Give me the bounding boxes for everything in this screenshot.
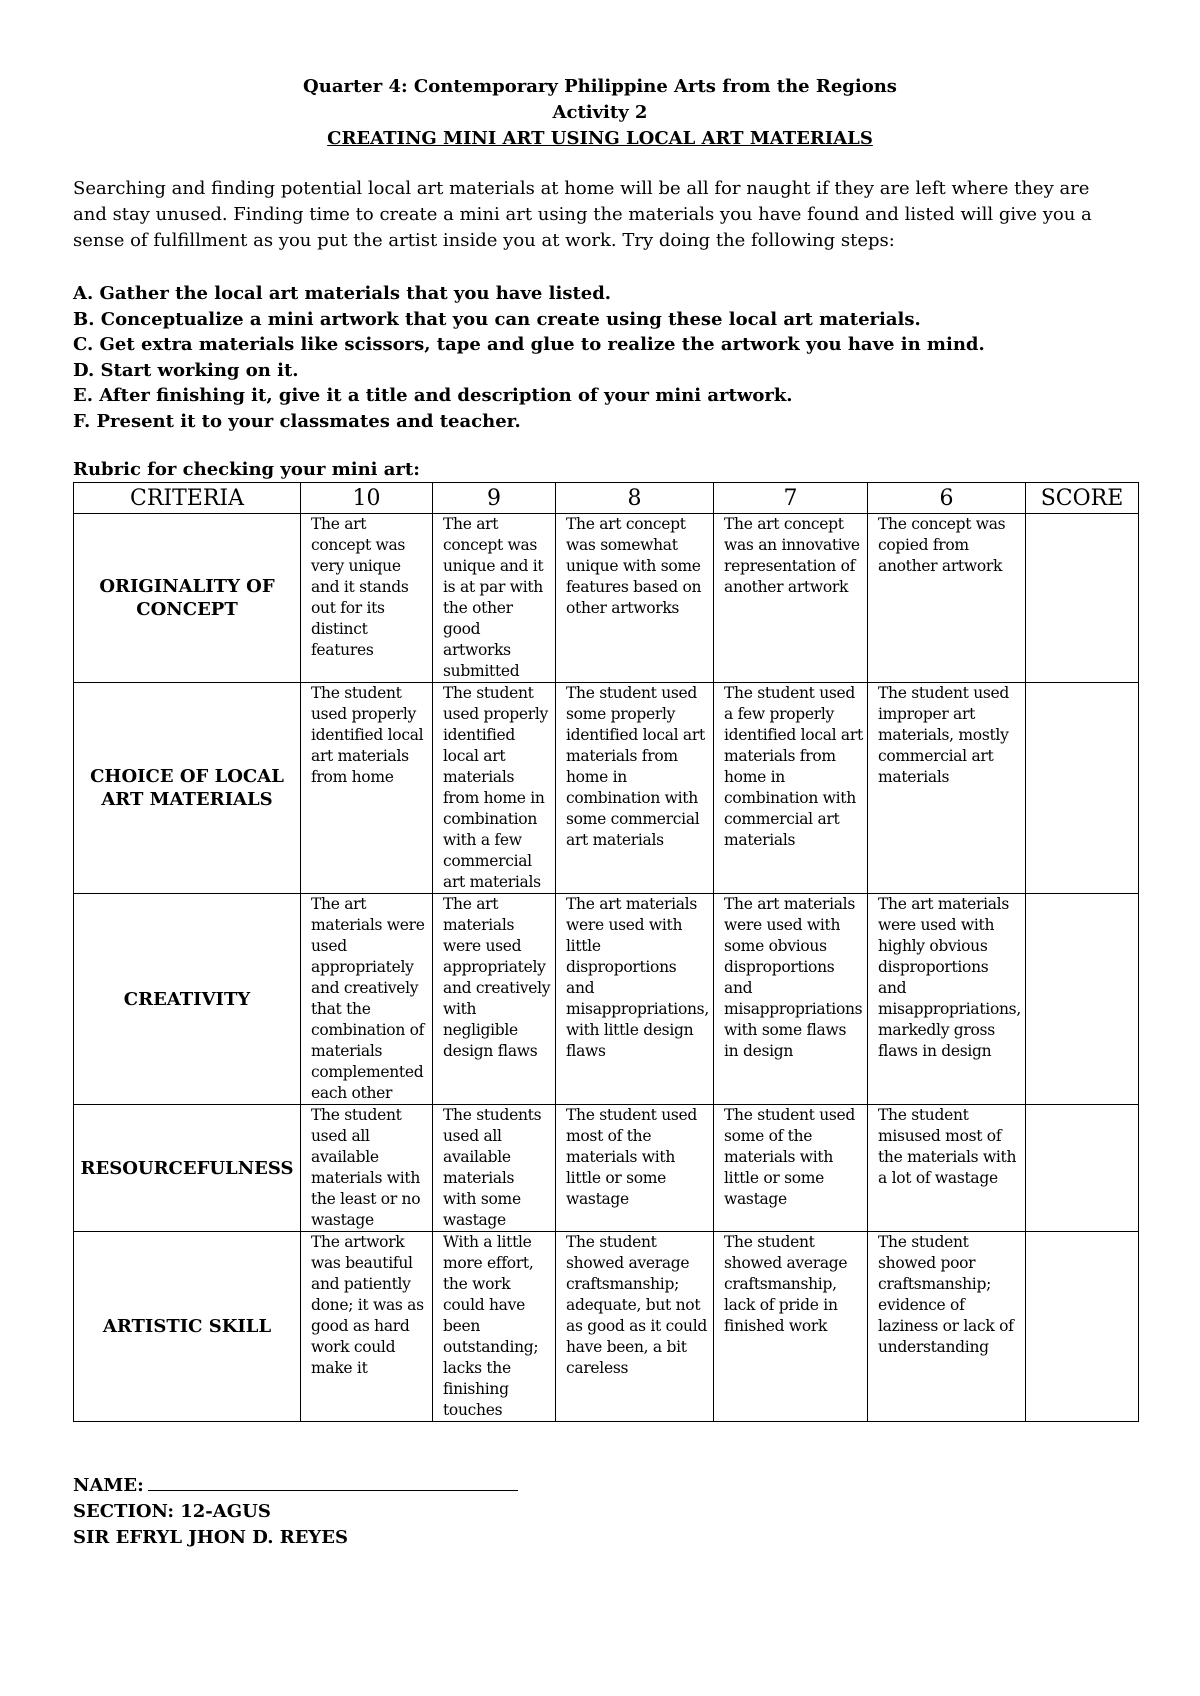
descriptor-cell: The student showed average craftsmanship, lack of pride in finished work	[714, 1232, 868, 1422]
table-row	[74, 1105, 1139, 1232]
step-item: F. Present it to your classmates and teacher.	[73, 410, 521, 432]
descriptor-cell: The concept was copied from another artwork	[868, 514, 1026, 683]
descriptor-cell: The student used all available materials with the least or no wastage	[301, 1105, 433, 1232]
score-cell[interactable]	[1026, 894, 1139, 1105]
criteria-cell: RESOURCEFULNESS	[74, 1105, 301, 1232]
descriptor-cell: The student used properly identified local art materials from home	[301, 683, 433, 894]
descriptor-cell: The art materials were used with highly obvious disproportions and misappropriations, markedly gross flaws in design	[868, 894, 1026, 1105]
step-item: A. Gather the local art materials that you have listed.	[73, 283, 612, 304]
descriptor-cell: The art materials were used appropriately and creatively with negligible design flaws	[433, 894, 556, 1105]
name-label: NAME:	[73, 1475, 144, 1496]
page-title: Quarter 4: Contemporary Philippine Arts from the Regions	[303, 76, 897, 97]
footer-info	[73, 1472, 518, 1551]
score-cell[interactable]	[1026, 514, 1139, 683]
descriptor-cell: The art concept was very unique and it stands out for its distinct features	[301, 514, 433, 683]
name-row	[73, 1472, 518, 1499]
name-blank-line[interactable]	[148, 1472, 518, 1491]
step-item: E. After finishing it, give it a title and description of your mini artwork.	[73, 385, 793, 407]
descriptor-cell: The art concept was an innovative representation of another artwork	[714, 514, 868, 683]
criteria-cell: CHOICE OF LOCAL ART MATERIALS	[74, 683, 301, 894]
teacher-name: SIR EFRYL JHON D. REYES	[73, 1527, 348, 1548]
score-cell[interactable]	[1026, 1105, 1139, 1232]
descriptor-cell: The students used all available materials with some wastage	[433, 1105, 556, 1232]
score-cell[interactable]	[1026, 1232, 1139, 1422]
header-score-8: 8	[556, 483, 714, 514]
document-header	[0, 74, 1200, 152]
intro-paragraph: Searching and finding potential local art materials at home will be all for naught if they are left where they are and stay unused. Finding time to create a mini art using the materials you have found and listed will give you a sense of fulfillment as you put the artist inside you at work. Try doing the following steps:	[73, 178, 1092, 251]
descriptor-cell: The art materials were used with some obvious disproportions and misappropriations with some flaws in design	[714, 894, 868, 1105]
descriptor-cell: The student used improper art materials, mostly commercial art materials	[868, 683, 1026, 894]
table-row	[74, 1232, 1139, 1422]
activity-label: Activity 2	[552, 102, 648, 123]
descriptor-cell: The student used properly identified local art materials from home in combination with a few commercial art materials	[433, 683, 556, 894]
descriptor-cell: The student misused most of the materials with a lot of wastage	[868, 1105, 1026, 1232]
criteria-cell: ORIGINALITY OF CONCEPT	[74, 514, 301, 683]
descriptor-cell: The artwork was beautiful and patiently done; it was as good as hard work could make it	[301, 1232, 433, 1422]
descriptor-cell: The art concept was somewhat unique with some features based on other artworks	[556, 514, 714, 683]
steps-list	[73, 281, 1133, 435]
header-score-10: 10	[301, 483, 433, 514]
descriptor-cell: The student used some properly identified local art materials from home in combination with some commercial art materials	[556, 683, 714, 894]
activity-subtitle: CREATING MINI ART USING LOCAL ART MATERIALS	[327, 128, 873, 149]
score-cell[interactable]	[1026, 683, 1139, 894]
descriptor-cell: The student showed average craftsmanship; adequate, but not as good as it could have been, a bit careless	[556, 1232, 714, 1422]
descriptor-cell: The student showed poor craftsmanship; evidence of laziness or lack of understanding	[868, 1232, 1026, 1422]
rubric-table	[73, 482, 1139, 1422]
rubric-label: Rubric for checking your mini art:	[73, 459, 420, 480]
descriptor-cell: The art materials were used with little disproportions and misappropriations, with little design flaws	[556, 894, 714, 1105]
header-criteria: CRITERIA	[74, 483, 301, 514]
descriptor-cell: The student used a few properly identified local art materials from home in combination with commercial art materials	[714, 683, 868, 894]
table-row	[74, 514, 1139, 683]
step-item: C. Get extra materials like scissors, tape and glue to realize the artwork you have in mind.	[73, 334, 985, 356]
descriptor-cell: The art materials were used appropriately and creatively that the combination of materials complemented each other	[301, 894, 433, 1105]
descriptor-cell: The art concept was unique and it is at par with the other good artworks submitted	[433, 514, 556, 683]
criteria-cell: CREATIVITY	[74, 894, 301, 1105]
criteria-cell: ARTISTIC SKILL	[74, 1232, 301, 1422]
step-item: B. Conceptualize a mini artwork that you can create using these local art materials.	[73, 308, 921, 330]
step-item: D. Start working on it.	[73, 359, 299, 381]
table-row	[74, 683, 1139, 894]
descriptor-cell: With a little more effort, the work could have been outstanding; lacks the finishing touches	[433, 1232, 556, 1422]
table-row	[74, 894, 1139, 1105]
header-score-7: 7	[714, 483, 868, 514]
header-score: SCORE	[1026, 483, 1139, 514]
rubric-header-row	[74, 483, 1139, 514]
descriptor-cell: The student used some of the materials with little or some wastage	[714, 1105, 868, 1232]
section-label: SECTION: 12-AGUS	[73, 1501, 271, 1522]
descriptor-cell: The student used most of the materials with little or some wastage	[556, 1105, 714, 1232]
header-score-6: 6	[868, 483, 1026, 514]
header-score-9: 9	[433, 483, 556, 514]
